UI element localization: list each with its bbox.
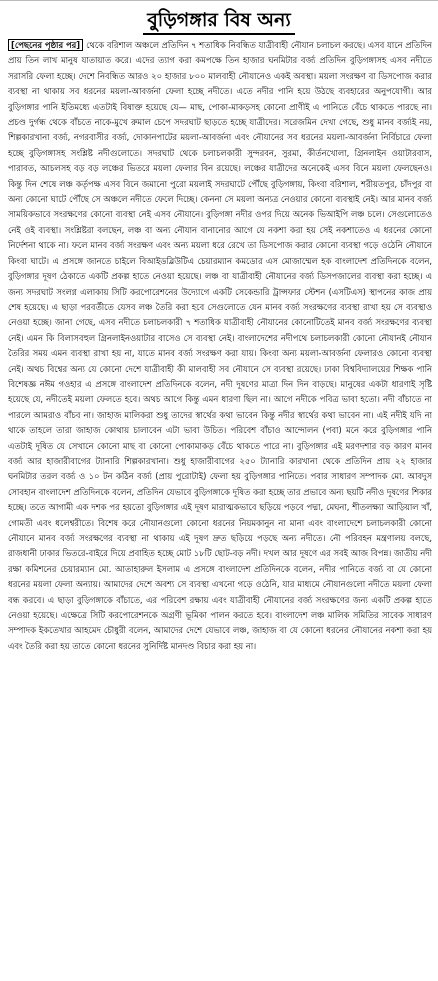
headline: বুড়িগঙ্গার বিষ অন্য <box>143 8 295 35</box>
article-text: থেকে বরিশাল অঞ্চলে প্রতিদিন ৭ শতাধিক নিবন্ধিত যাত্রীবাহী নৌযান চলাচল করছে। এসব যানে প্রতিদিন প্রায় তিন লাখ মানুষ যাতায়াত করে। এদের ত্যাগ করা কমপক্ষে তিন হাজার ঘনমিটার বর্জ্য প্রতিদিন বুড়িগঙ্গাসহ এসব নদীতে সরাসরি ফেলা হচ্ছে। দেশে নিবন্ধিত আরও ২০ হাজার ৮০০ মালবাহী নৌযানেও একই অবস্থা। ময়লা সংরক্ষণ বা ডিসপোজ করার ব্যবস্থা না থাকায় সব ধরনের ময়লা-আবর্জনা ফেলা হচ্ছে নদীতে। এতে নদীর পানি হয়ে উঠছে ব্যবহারের অনুপযোগী। আর বুড়িগঙ্গার পানি ইতিমধ্যে এতটাই বিষাক্ত হয়েছে যে— মাছ, পোকা-মাকড়সহ কোনো প্রাণীই এ পানিতে বেঁচে থাকতে পারছে না। প্রচণ্ড দুর্গন্ধ থেকে বাঁচতে নাকে-মুখে রুমাল চেপে সদরঘাট ছাড়তে হচ্ছে যাত্রীদের। সরেজমিন দেখা গেছে, শুধু মানব বর্জ্যই নয়, শিল্পকারখানা বর্জ্য, নগরবাসীর বর্জ্য, দোকানপাটের ময়লা-আবর্জনা এবং নৌযানের সব ধরনের ময়লা-আবর্জনা নির্বিচারে ফেলা হচ্ছে বুড়িগঙ্গাসহ সংশ্লিষ্ট নদীগুলোতে। সদরঘাট থেকে চলাচলকারী সুন্দরবন, সুরমা, কীর্তনখোলা, গ্রিনলাইন ওয়াটারবাস, পারাবত, আচলসহ বড় বড় লঞ্চের ভিতরে ময়লা ফেলার বিন রয়েছে। লঞ্চের যাত্রীদের অনেকেই এসব বিনে ময়লা ফেলছেনও। কিন্তু দিন শেষে লঞ্চ কর্তৃপক্ষ এসব বিনে জমানো পুরো ময়লাই সদরঘাটে পৌঁছে বুড়িগঙ্গায়, কিংবা বরিশাল, শরীয়তপুর, চাঁদপুর বা অন্য কোনো ঘাটে পৌঁছে সে অঞ্চলে নদীতে ফেলে দিচ্ছে। কেননা সে ময়লা অন্যত্র নেওয়ার কোনো ব্যবস্থাই নেই। আর মানব বর্জ্য সাময়িকভাবে সংরক্ষণের কোনো ব্যবস্থা নেই এসব নৌযানে। বুড়িগঙ্গা নদীর ওপর দিয়ে অনেক ভিআইপি লঞ্চ চলে। সেগুলোতেও নেই ওই ব্যবস্থা। সংশ্লিষ্টরা বলছেন, লঞ্চ বা অন্য নৌযান বানানোর আগে যে নকশা করা হয় সেই নকশাতেও এ ধরনের কোনো নির্দেশনা থাকে না। ফলে মানব বর্জ্য সংরক্ষণ এবং অন্য ময়লা ধরে রেখে তা ডিসপোজ করার কোনো ব্যবস্থা গড়ে ওঠেনি নৌযানে কিংবা ঘাটে। এ প্রসঙ্গে জানতে চাইলে বিআইডব্লিউটিএ চেয়ারম্যান কমডোর এস মোজাম্মেল হক বাংলাদেশ প্রতিদিনকে বলেন, বুড়িগঙ্গার দূষণ ঠেকাতে একটি প্রকল্প হাতে নেওয়া হয়েছে। লঞ্চ বা যাত্রীবাহী নৌযানের বর্জ্য ডিসপজালের ব্যবস্থা করা হচ্ছে। এ জন্য সদরঘাট সংলগ্ন এলাকায় সিটি করপোরেশনের উদ্যোগে একটি সেকেন্ডারি ট্রান্সফার স্টেশন (এসটিএস) স্থাপনের কাজ প্রায় শেষ হয়েছে। এ ছাড়া পরবর্তীতে যেসব লঞ্চ তৈরি করা হবে সেগুলোতে যেন মানব বর্জ্য সংরক্ষণের ব্যবস্থা রাখা হয় সে ব্যবস্থাও নেওয়া হচ্ছে। জানা গেছে, এসব নদীতে চলাচলকারী ৭ শতাধিক যাত্রীবাহী নৌযানের কোনোটিতেই মানব বর্জ্য সংরক্ষণের ব্যবস্থা নেই। এমন কি বিলাসবহুল গ্রিনলাইনওয়াটার বাসেও সে ব্যবস্থা নেই। বাংলাদেশের নদীপথে চলাচলকারী কোনো নৌযানই নৌযান তৈরির সময় এমন ব্যবস্থা রাখা হয় না, যাতে মানব বর্জ্য সংরক্ষণ করা যায়। কিংবা অন্য ময়লা-আবর্জনা ফেলারও কোনো ব্যবস্থা নেই। অথচ বিশ্বের অন্য যে কোনো দেশে যাত্রীবাহী কী মালবাহী সব নৌযানে সে ব্যবস্থা রয়েছে। ঢাকা বিশ্ববিদ্যালয়ের শিক্ষক পানি বিশেষজ্ঞ নঈম গওহার এ প্রসঙ্গে বাংলাদেশ প্রতিদিনকে বলেন, নদী দূষণের মাত্রা দিন দিন বাড়ছে। মানুষের একটা ধারণাই সৃষ্টি হয়েছে যে, নদীতেই ময়লা ফেলতে হবে। অথচ আগে কিন্তু এমন ধারণা ছিল না। আগে নদীকে পবিত্র ভাবা হতো। নদী বাঁচাতে না পারলে আমরাও বাঁচব না। জাহাজ মালিকরা শুধু তাদের স্বার্থের কথা ভাবেন কিন্তু নদীর স্বার্থের কথা ভাবেন না। এই নদীই যদি না থাকে তাহলে তারা জাহাজ কোথায় চালাবেন এটা ভাবা উচিত। পরিবেশ বাঁচাও আন্দোলন (পবা) মনে করে বুড়িগঙ্গার পানি এতটাই দূষিত যে সেখানে কোনো মাছ বা কোনো পোকামাকড় বেঁচে থাকতে পারে না। বুড়িগঙ্গার এই মরণদশার বড় কারণ মানব বর্জ্য আর হাজারীবাগের ট্যানারি শিল্পকারখানা। শুধু হাজারীবাগের ২৫০ ট্যানারি কারখানা থেকে প্রতিদিন প্রায় ২২ হাজার ঘনমিটার তরল বর্জ্য ও ১০ টন কঠিন বর্জ্য (প্রায় পুরোটাই) ফেলা হয় বুড়িগঙ্গার পানিতে। পবার সাধারণ সম্পাদক মো. আবদুস সোবহান বাংলাদেশ প্রতিদিনকে বলেন, প্রতিদিন যেভাবে বুড়িগঙ্গাকে দূষিত করা হচ্ছে তার প্রভাবে অন্য ছয়টি নদীও দূষণের শিকার হচ্ছে। ততে আগামী এক দশক পর হয়তো বুড়িগঙ্গার এই দূষণ মারাত্মকভাবে ছড়িয়ে পড়বে পদ্মা, মেঘনা, শীতলক্ষ্যা আড়িয়াল খাঁ, গোমতী এবং ধলেশ্বরীতে। বিশেষ করে নৌযানগুলো কোনো ধরনের নিয়মকানুন না মানা এবং বাংলাদেশে চলাচলকারী কোনো নৌযানে মানব বর্জ্য সংরক্ষণের ব্যবস্থা না থাকায় এই দূষণ দ্রুত ছড়িয়ে পড়ছে অন্য নদীতে। নৌ পরিবহন মন্ত্রণালয় বলছে, রাজধানী ঢাকার ভিতরে-বাইরে দিয়ে প্রবাহিত হচ্ছে মোট ১৮টি ছোট-বড় নদী। দখল আর দূষণে এর সবই আজ বিপন্ন। জাতীয় নদী রক্ষা কমিশনের চেয়ারম্যান মো. আতাহারুল ইসলাম এ প্রসঙ্গে বাংলাদেশ প্রতিদিনকে বলেন, নদীর পানিতে বর্জ্য বা যে কোনো ধরনের ময়লা ফেলা অন্যায়। আমাদের দেশে অবশ্য সে ব্যবস্থা এখনো গড়ে ওঠেনি, যার মাধ্যমে নৌযানগুলো নদীতে ময়লা ফেলা বন্ধ করবে। এ ছাড়া বুড়িগঙ্গাকে বাঁচাতে, এর পরিবেশ রক্ষায় এবং যাত্রীবাহী নৌযানের বর্জ্য সংরক্ষণের জন্য একটি প্রকল্প হাতে নেওয়া হয়েছে। এক্ষেত্রে সিটি করপোরেশনকে অগ্রণী ভূমিকা পালন করতে হবে। বাংলাদেশ লঞ্চ মালিক সমিতির সাবেক সাধারণ সম্পাদক ইকতেখার আহমেদ চৌধুরী বলেন, আমাদের দেশে যেভাবে লঞ্চ, জাহাজ বা যে কোনো ধরনের নৌযানের নকশা করা হয় এবং তৈরি করা হয় তাতে কোনো ধরনের সুনির্দিষ্ট মানদণ্ড বিচার করা হয় না। <box>8 40 432 651</box>
page-top-rule <box>0 0 438 7</box>
jump-label: [পেছনের পৃষ্ঠার পর] <box>8 39 83 51</box>
article-paragraph <box>8 38 432 654</box>
article-body <box>8 38 432 974</box>
headline-container <box>0 8 438 35</box>
